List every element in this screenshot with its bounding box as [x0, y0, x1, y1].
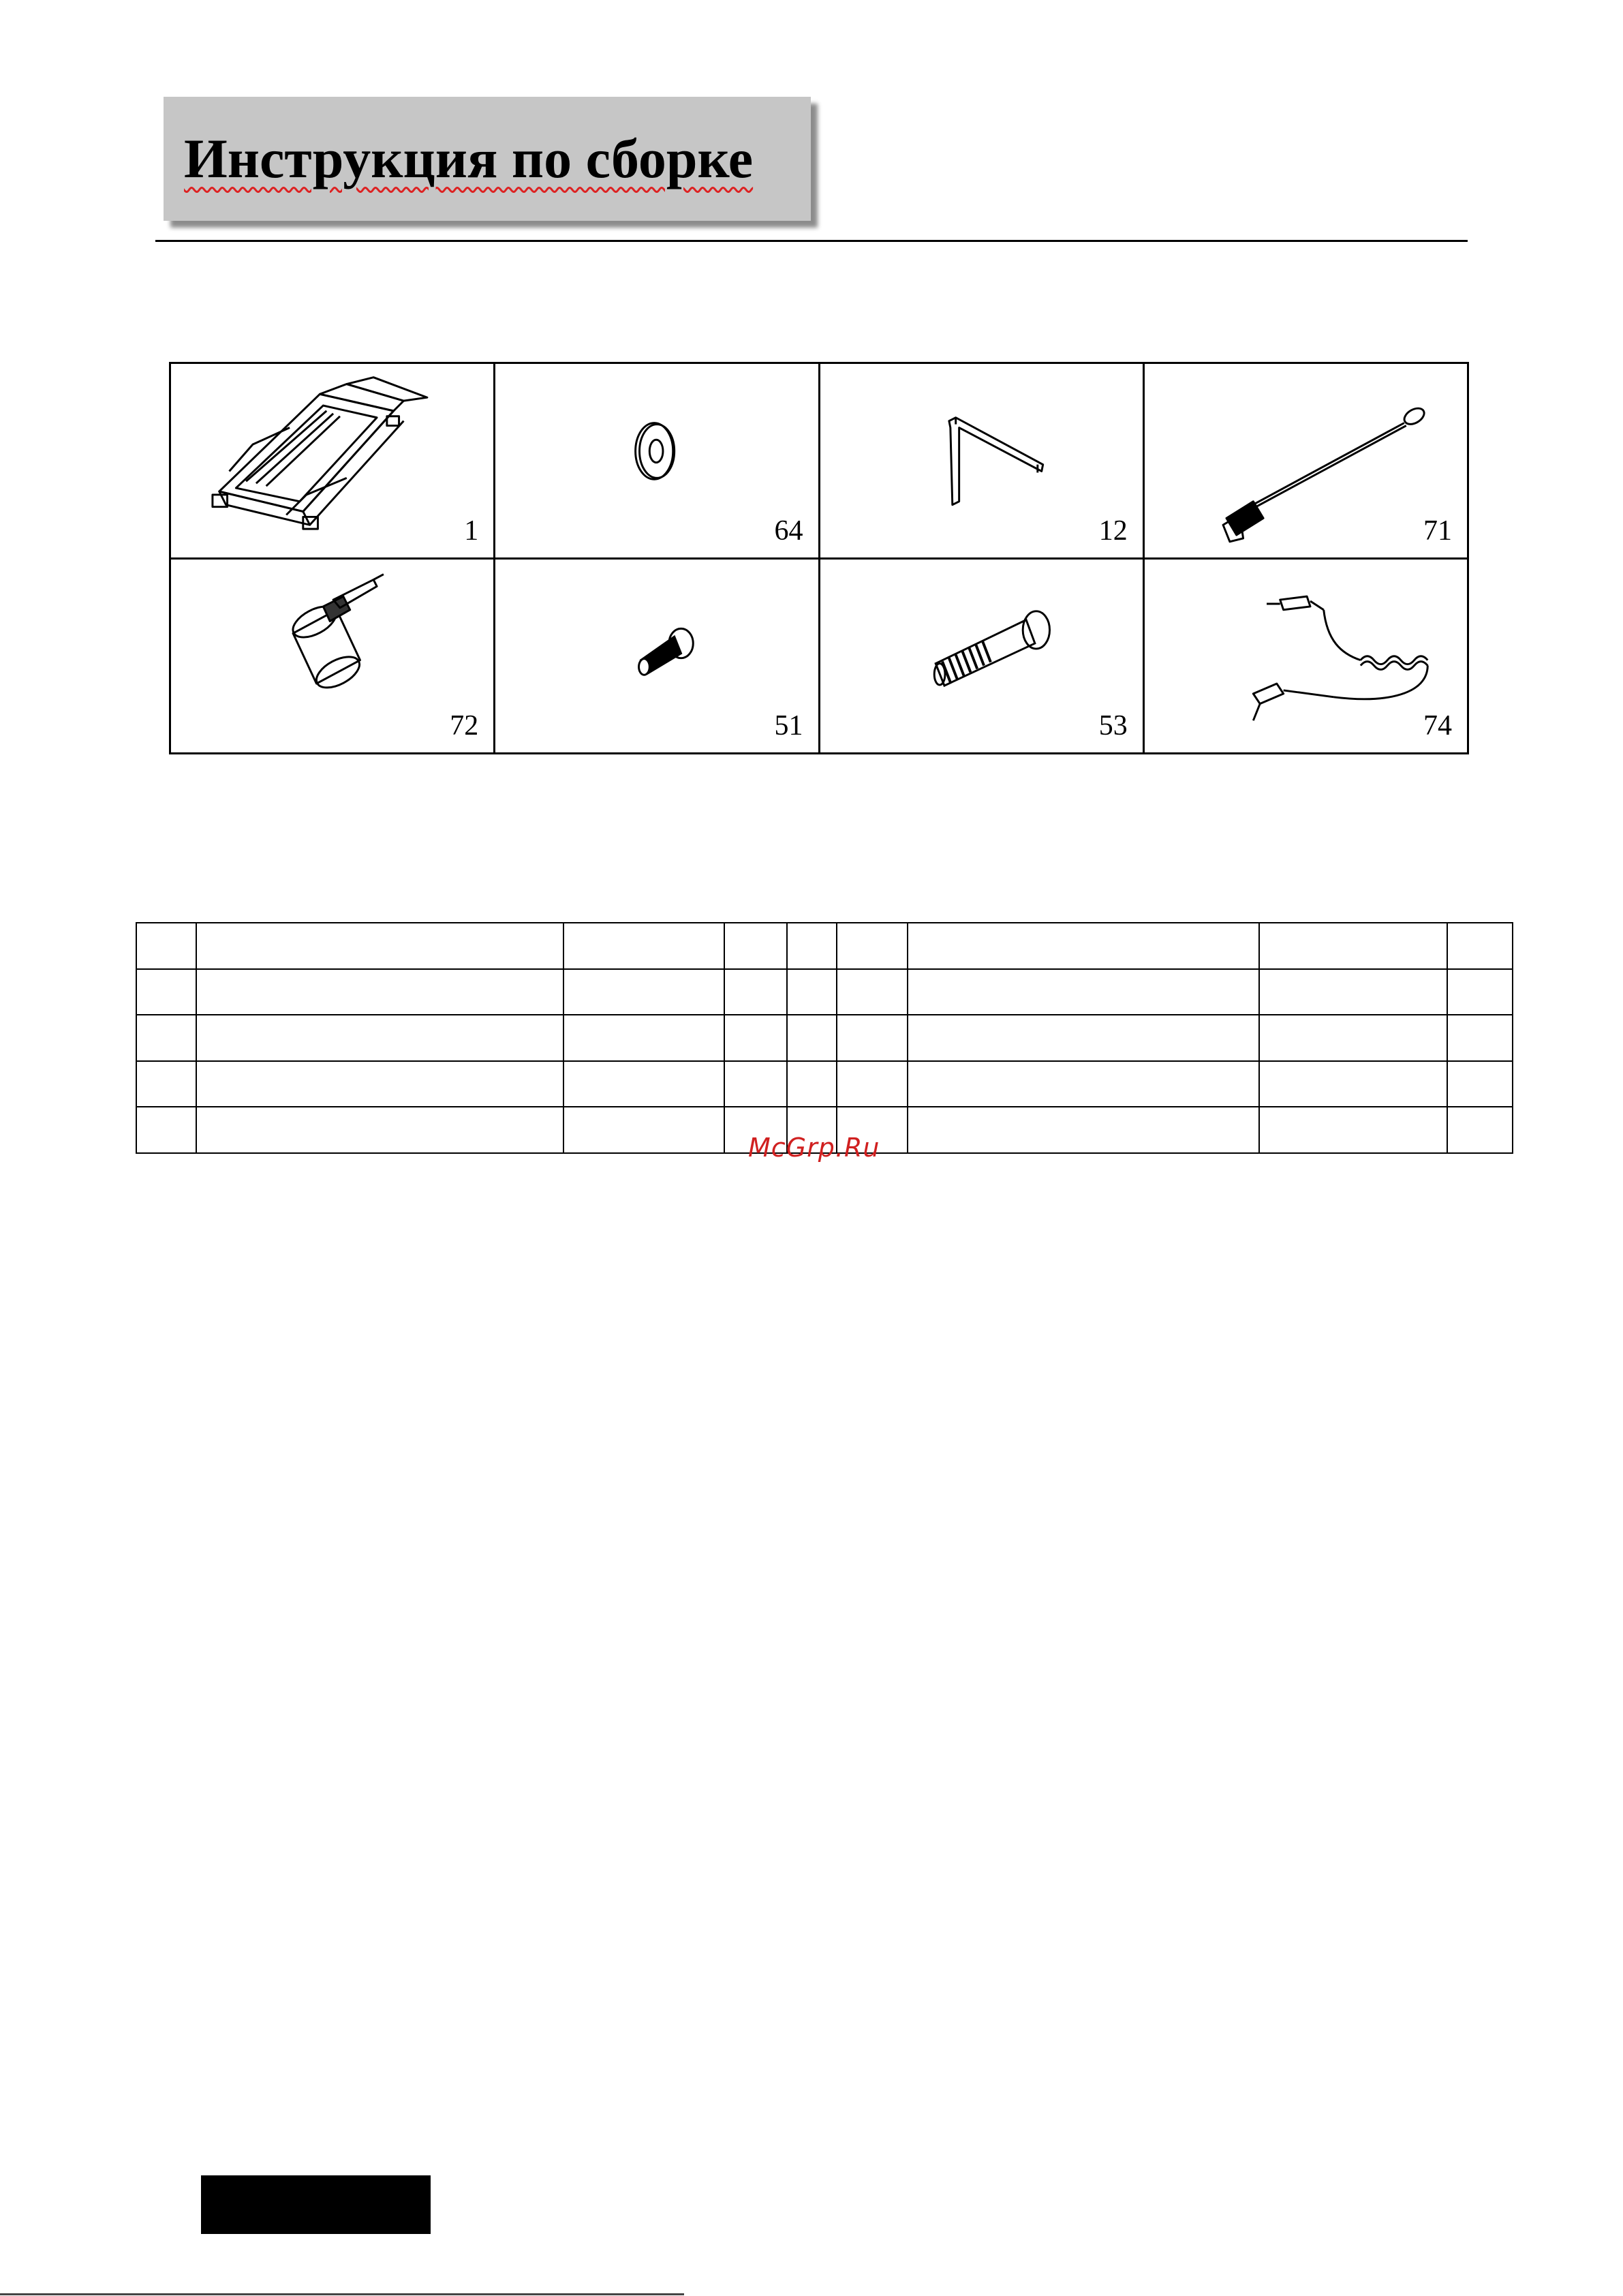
part-cell-71 — [1143, 363, 1468, 559]
table-row — [136, 1061, 1513, 1107]
table-row — [136, 1015, 1513, 1061]
spec-table — [136, 922, 1513, 1154]
washer-icon — [495, 364, 818, 557]
part-cell-72 — [170, 558, 495, 754]
short-bolt-icon — [495, 560, 818, 753]
audio-cable-icon — [1145, 560, 1467, 753]
long-bolt-icon — [820, 560, 1143, 753]
part-number: 1 — [464, 515, 479, 547]
oil-bottle-icon — [171, 560, 493, 753]
footer-block — [201, 2175, 431, 2234]
part-number: 64 — [774, 515, 803, 547]
title-box — [164, 97, 811, 221]
part-number: 72 — [450, 710, 479, 741]
part-cell-53 — [819, 558, 1143, 754]
part-cell-64 — [495, 363, 819, 559]
header-rule — [155, 240, 1468, 242]
part-number: 51 — [774, 710, 803, 741]
safety-key-icon — [1145, 364, 1467, 557]
watermark: McGrp.Ru — [748, 1133, 880, 1163]
allen-key-icon — [820, 364, 1143, 557]
part-number: 71 — [1423, 515, 1452, 547]
bottom-line — [0, 2293, 684, 2295]
part-number: 12 — [1098, 515, 1128, 547]
table-row — [136, 923, 1513, 969]
treadmill-icon — [171, 364, 493, 557]
part-number: 74 — [1423, 710, 1452, 741]
parts-grid — [169, 362, 1469, 754]
page-title: Инструкция по сборке — [184, 127, 754, 189]
part-number: 53 — [1098, 710, 1128, 741]
part-cell-74 — [1143, 558, 1468, 754]
part-cell-12 — [819, 363, 1143, 559]
part-cell-1 — [170, 363, 495, 559]
part-cell-51 — [495, 558, 819, 754]
table-row — [136, 969, 1513, 1015]
